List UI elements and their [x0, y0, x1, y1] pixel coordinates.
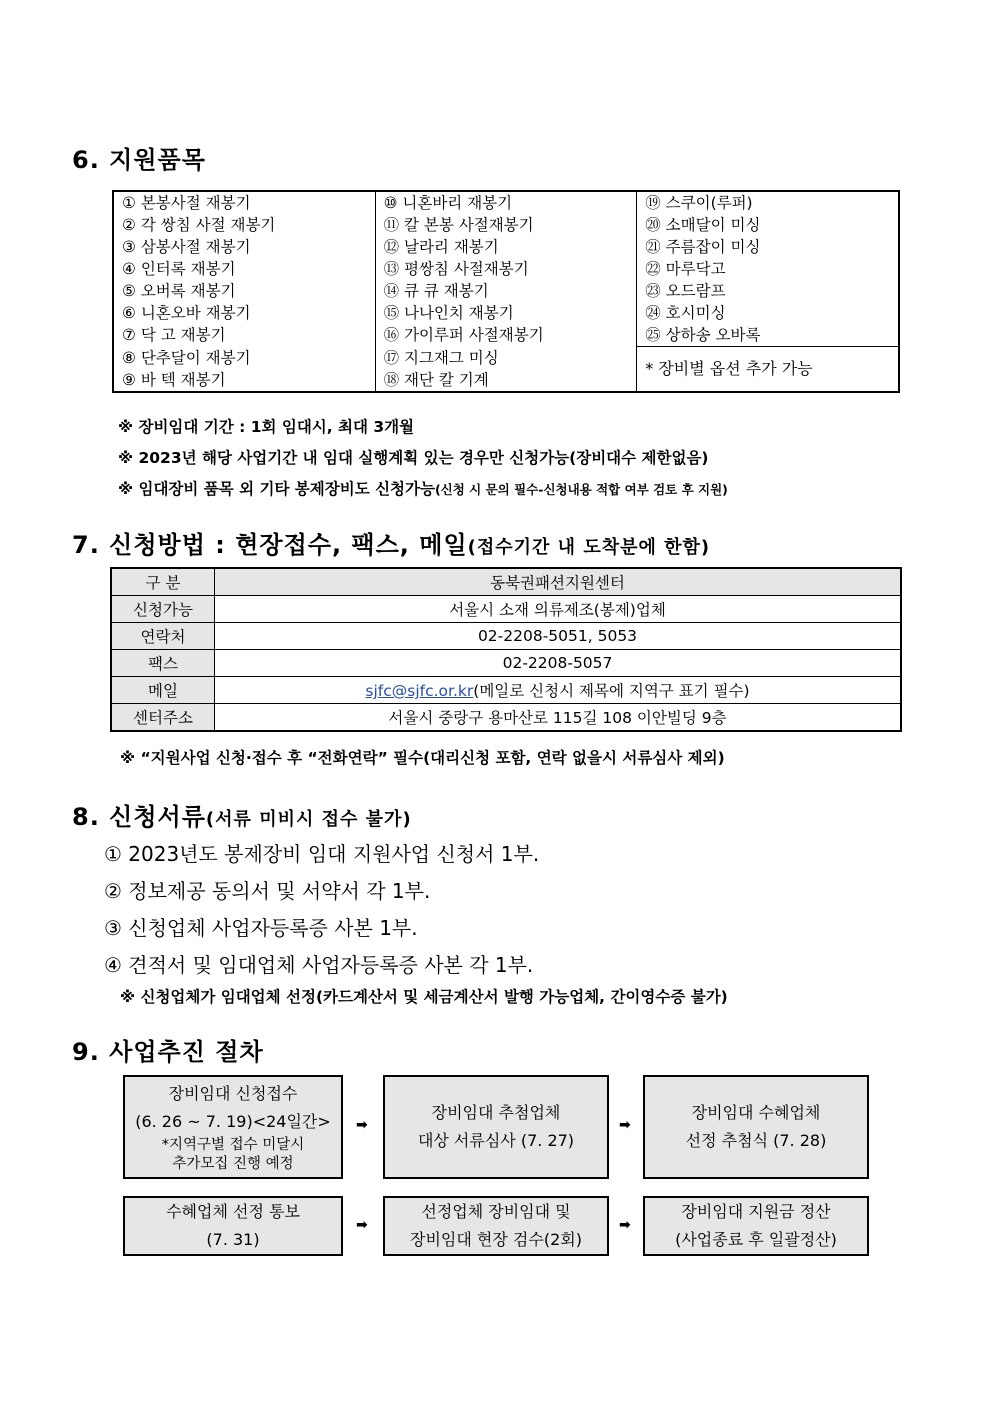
section8-title-main: 8. 신청서류 [72, 803, 206, 831]
item-cell: ③ 삼봉사절 재봉기 [113, 236, 375, 258]
row-value: 서울시 중랑구 용마산로 115길 108 이안빌딩 9층 [215, 704, 902, 732]
item-cell: ⑬ 평쌍침 사절재봉기 [375, 258, 637, 280]
header-label: 구 분 [111, 568, 215, 596]
section9-title: 9. 사업추진 절차 [72, 1038, 264, 1066]
note-other-equipment-detail: (신청 시 문의 필수-신청내용 적합 여부 검토 후 지원) [434, 482, 728, 497]
row-value [215, 677, 902, 704]
note-other-equipment [118, 474, 728, 505]
arrow-right-icon: ➡ [356, 1217, 368, 1233]
item-cell: ⑱ 재단 칼 기계 [375, 369, 637, 392]
step-lottery [643, 1075, 869, 1179]
step-title: 장비임대 지원금 정산 [681, 1202, 831, 1221]
step-title: 장비임대 신청접수 [168, 1084, 298, 1103]
item-cell: ⑩ 니혼바리 재봉기 [375, 191, 637, 214]
step-title: 장비임대 수혜업체 [691, 1103, 821, 1122]
note-plan-required: ※ 2023년 해당 사업기간 내 임대 실행계획 있는 경우만 신청가능(장비대수 제한없음) [118, 449, 709, 467]
item-cell: ⑯ 가이루퍼 사절재봉기 [375, 324, 637, 347]
step-note: 추가모집 진행 예정 [172, 1156, 294, 1172]
arrow-right-icon: ➡ [619, 1117, 631, 1133]
row-value: 02-2208-5051, 5053 [215, 623, 902, 650]
row-label: 메일 [111, 677, 215, 704]
item-cell: ⑦ 닥 고 재봉기 [113, 324, 375, 347]
list-item: ④ 견적서 및 임대업체 사업자등록증 사본 각 1부. [104, 953, 534, 977]
step-date: 대상 서류심사 (7. 27) [417, 1131, 575, 1150]
item-cell: ⑥ 니혼오바 재봉기 [113, 302, 375, 324]
step-date: 장비임대 현장 검수(2회) [410, 1230, 582, 1249]
step-title: 장비임대 추첨업체 [431, 1103, 561, 1122]
row-value: 서울시 소재 의류제조(봉제)업체 [215, 596, 902, 623]
step-inspection [383, 1196, 609, 1256]
item-cell: ㉒ 마루닥고 [637, 258, 899, 280]
list-item: ② 정보제공 동의서 및 서약서 각 1부. [104, 879, 431, 903]
step-date: (7. 31) [206, 1230, 260, 1249]
item-cell: ① 본봉사절 재봉기 [113, 191, 375, 214]
section7-title-main: 7. 신청방법 : 현장접수, 팩스, 메일 [72, 531, 468, 559]
step-date: (사업종료 후 일괄정산) [675, 1230, 837, 1249]
item-cell: ② 각 쌍침 사절 재봉기 [113, 214, 375, 236]
email-link[interactable]: sjfc@sjfc.or.kr [365, 682, 474, 700]
row-label: 센터주소 [111, 704, 215, 732]
items-table [112, 190, 900, 393]
step-note: *지역구별 접수 미달시 [161, 1137, 305, 1153]
step-notification [123, 1196, 343, 1256]
email-note: (메일로 신청시 제목에 지역구 표기 필수) [473, 682, 750, 700]
item-cell: ④ 인터록 재봉기 [113, 258, 375, 280]
arrow-right-icon: ➡ [356, 1117, 368, 1133]
section7-title [72, 525, 710, 560]
section6-title: 6. 지원품목 [72, 146, 206, 174]
header-value: 동북권패션지원센터 [215, 568, 902, 596]
row-value: 02-2208-5057 [215, 650, 902, 677]
section8-title-sub: (서류 미비시 접수 불가) [205, 809, 412, 830]
list-item: ③ 신청업체 사업자등록증 사본 1부. [104, 916, 418, 940]
row-label: 신청가능 [111, 596, 215, 623]
section8-note: ※ 신청업체가 임대업체 선정(카드계산서 및 세금계산서 발행 가능업체, 간이영수증 불가) [120, 988, 728, 1006]
item-cell: ⑮ 나나인치 재봉기 [375, 302, 637, 324]
note-rental-period: ※ 장비임대 기간 : 1회 임대시, 최대 3개월 [118, 418, 415, 436]
item-cell: ⑫ 날라리 재봉기 [375, 236, 637, 258]
item-cell: ⑤ 오버록 재봉기 [113, 280, 375, 302]
step-title: 수혜업체 선정 통보 [166, 1202, 300, 1221]
item-cell: ⑲ 스쿠이(루퍼) [637, 191, 899, 214]
step-date: (6. 26 ~ 7. 19)<24일간> [135, 1112, 331, 1131]
section6-notes [118, 412, 728, 505]
row-label: 연락처 [111, 623, 215, 650]
arrow-right-icon: ➡ [619, 1217, 631, 1233]
item-cell: ㉓ 오드람프 [637, 280, 899, 302]
section7-title-sub: (접수기간 내 도착분에 한함) [467, 537, 711, 558]
item-cell: ⑨ 바 텍 재봉기 [113, 369, 375, 392]
item-cell: ⑧ 단추달이 재봉기 [113, 347, 375, 369]
item-cell: ㉔ 호시미싱 [637, 302, 899, 324]
step-date: 선정 추첨식 (7. 28) [685, 1131, 827, 1150]
step-settlement [643, 1196, 869, 1256]
section8-title [72, 797, 412, 832]
option-note: * 장비별 옵션 추가 가능 [637, 347, 899, 392]
list-item: ① 2023년도 봉제장비 임대 지원사업 신청서 1부. [104, 842, 540, 866]
step-application [123, 1075, 343, 1179]
note-other-equipment-main: ※ 임대장비 품목 외 기타 봉제장비도 신청가능 [118, 480, 435, 498]
item-cell: ㉕ 상하송 오바록 [637, 324, 899, 347]
application-table [110, 567, 902, 732]
step-title: 선정업체 장비임대 및 [421, 1202, 571, 1221]
item-cell: ⑳ 소매달이 미싱 [637, 214, 899, 236]
item-cell: ㉑ 주름잡이 미싱 [637, 236, 899, 258]
item-cell: ⑪ 칼 본봉 사절재봉기 [375, 214, 637, 236]
document-list [104, 836, 539, 984]
step-document-review [383, 1075, 609, 1179]
section7-note: ※ “지원사업 신청·접수 후 “전화연락” 필수(대리신청 포함, 연락 없을시 서류심사 제외) [120, 749, 725, 767]
item-cell: ⑰ 지그재그 미싱 [375, 347, 637, 369]
item-cell: ⑭ 큐 큐 재봉기 [375, 280, 637, 302]
row-label: 팩스 [111, 650, 215, 677]
